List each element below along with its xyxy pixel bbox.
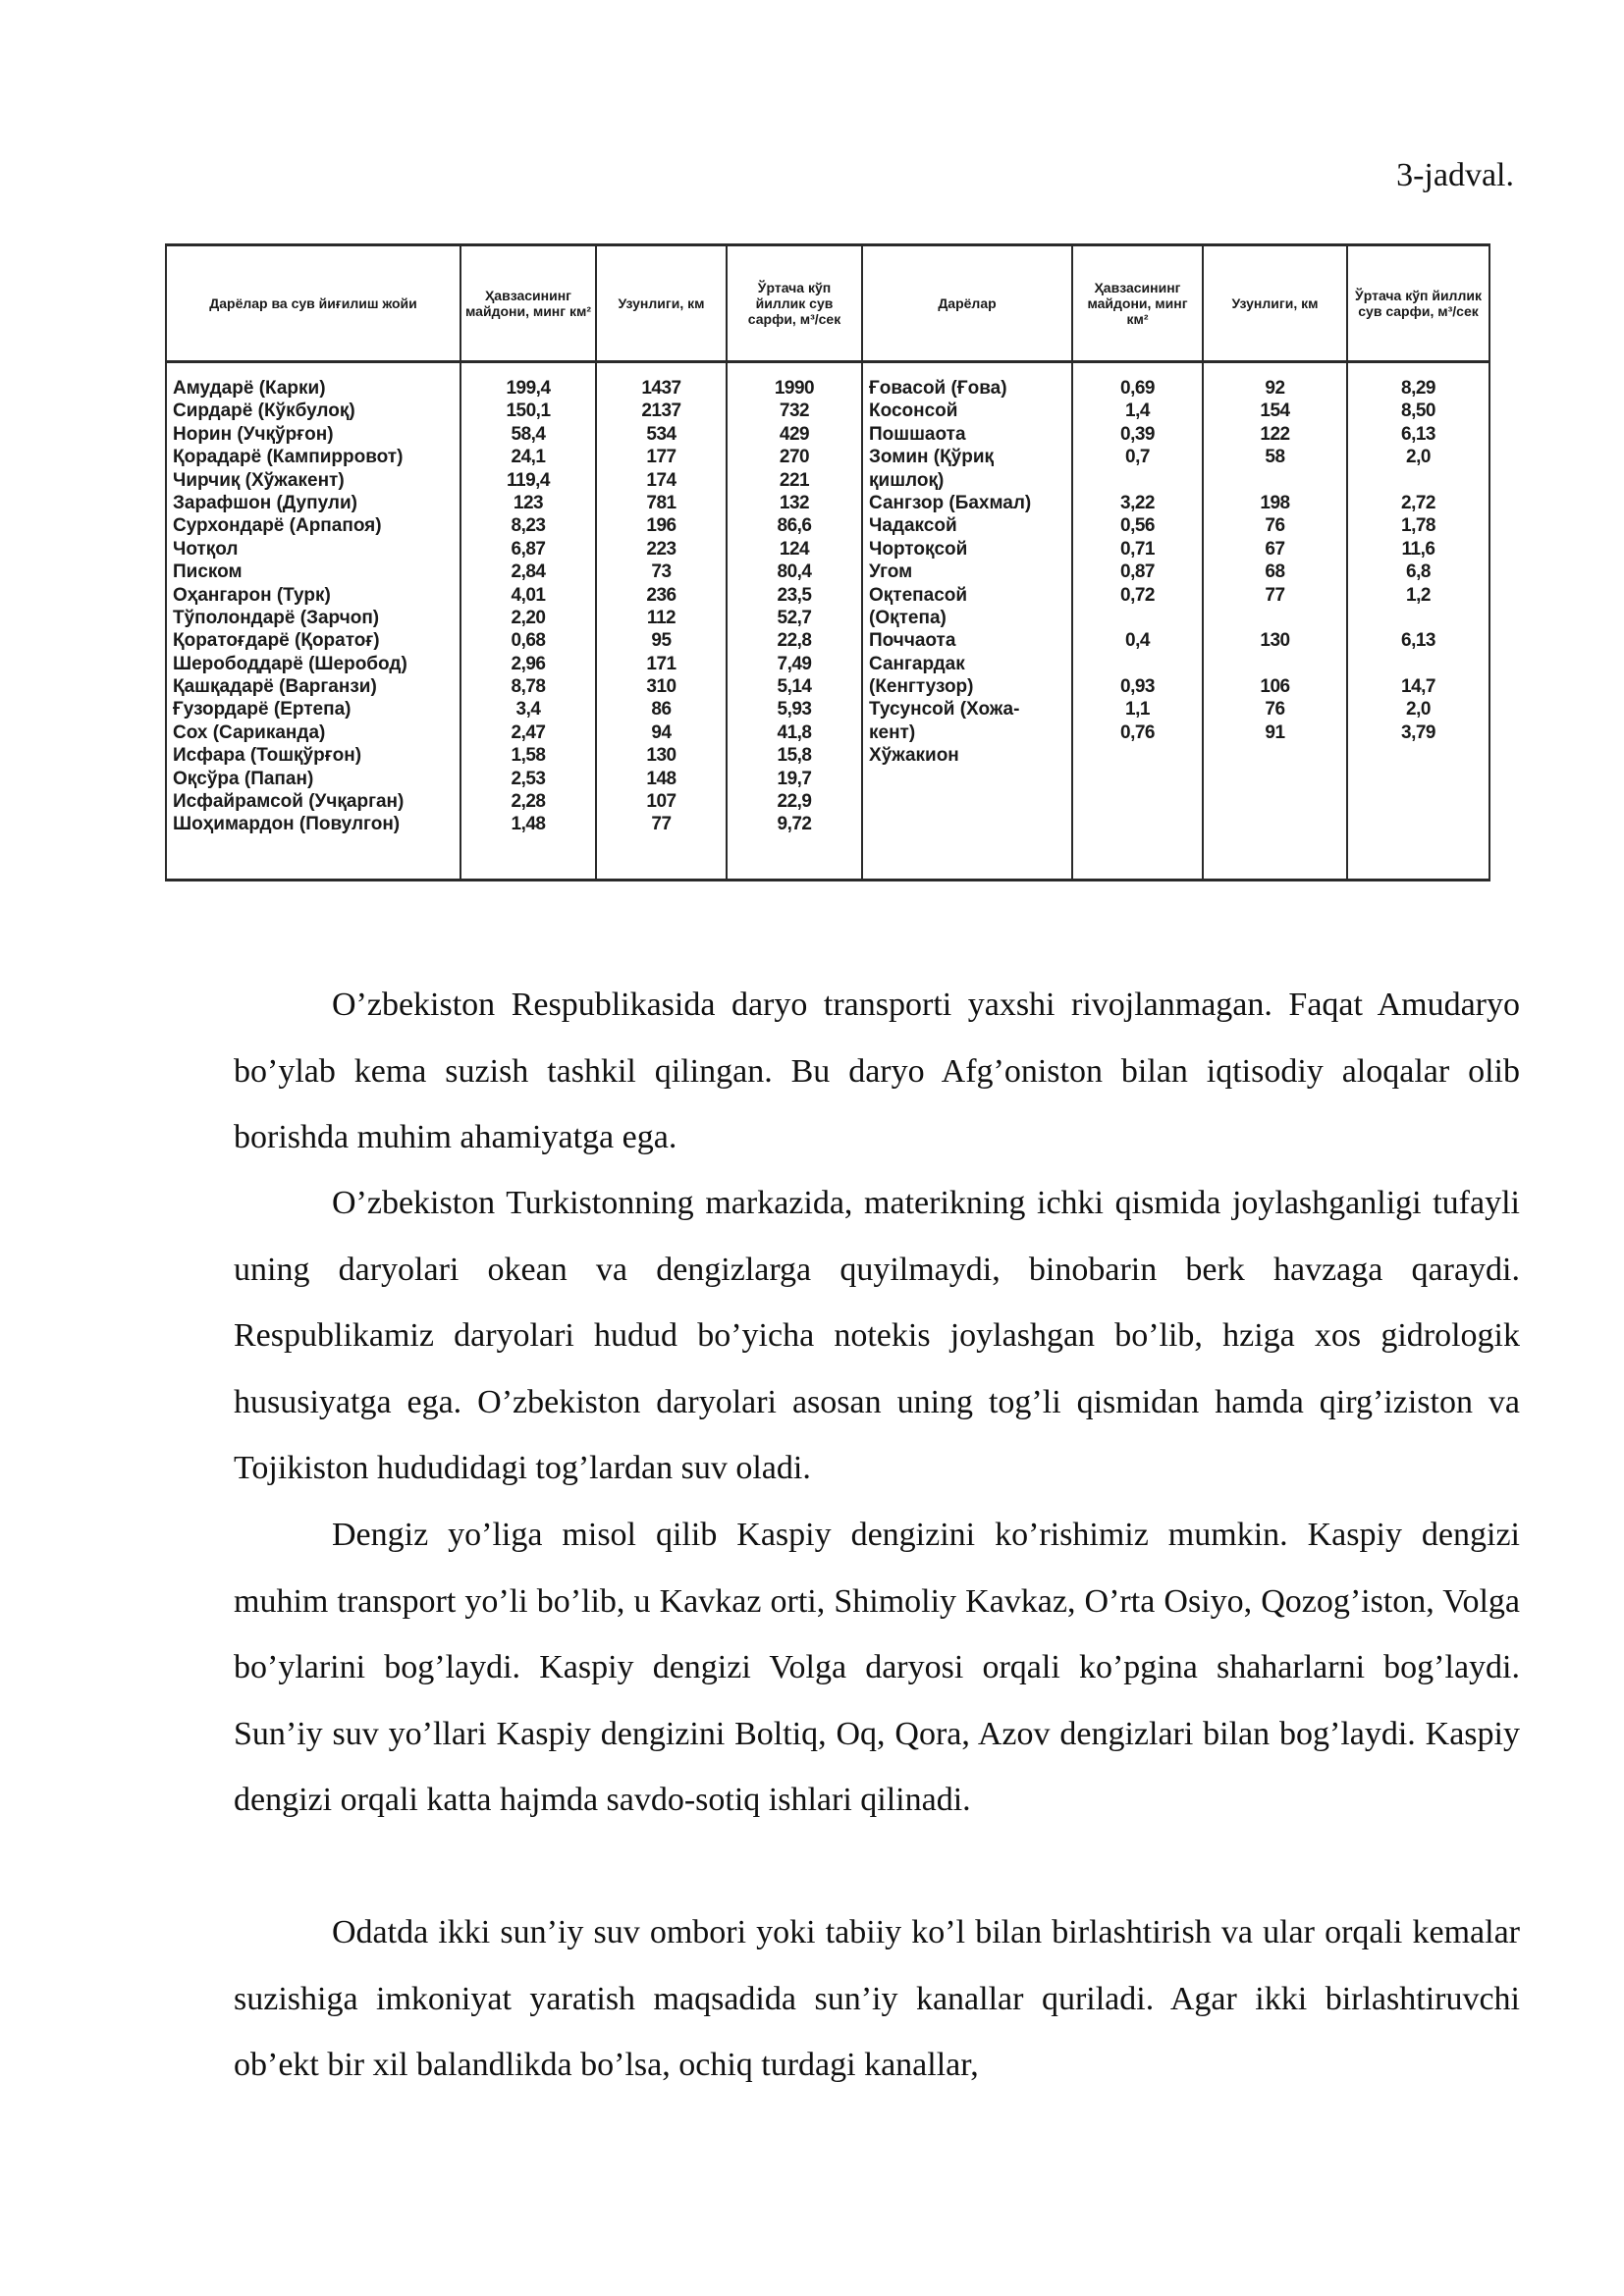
table-cell: 14,7 <box>1401 676 1435 698</box>
table-cell: 19,7 <box>777 768 812 789</box>
left-length-values <box>596 362 727 881</box>
table-cell: 22,8 <box>777 630 812 652</box>
table-cell: 1,4 <box>1125 400 1150 422</box>
table-cell: 1,1 <box>1125 699 1150 721</box>
table-cell: 236 <box>646 584 677 606</box>
table-cell: 0,93 <box>1120 676 1155 698</box>
table-cell: 171 <box>646 653 677 674</box>
table-cell: (Кенгтузор) <box>869 676 974 698</box>
table-cell: 0,68 <box>511 630 546 652</box>
header-length-right: Узунлиги, км <box>1203 245 1347 362</box>
table-cell: 5,93 <box>777 699 812 721</box>
table-cell: 68 <box>1265 561 1285 583</box>
table-cell: 80,4 <box>777 561 812 583</box>
table-cell: 86,6 <box>777 515 812 537</box>
table-cell: 0,4 <box>1125 630 1150 652</box>
table-cell: Қашқадарё (Варганзи) <box>173 676 377 698</box>
table-cell: Норин (Учқўрғон) <box>173 423 334 445</box>
table-cell: 132 <box>779 492 810 513</box>
table-cell: 22,9 <box>777 791 812 813</box>
table-cell <box>1079 653 1196 675</box>
table-cell: Чадаксой <box>869 515 957 537</box>
table-cell: 0,71 <box>1120 538 1155 560</box>
table-cell: 6,87 <box>511 538 546 560</box>
table-cell: 58 <box>1265 447 1285 468</box>
table-cell: 2,53 <box>511 768 546 789</box>
table-cell: 732 <box>779 400 810 422</box>
table-cell: Чирчиқ (Хўжакент) <box>173 469 345 491</box>
header-rivers-left: Дарёлар ва сув йиғилиш жойи <box>166 245 460 362</box>
table-cell: Сурхондарё (Арпапоя) <box>173 515 382 537</box>
table-cell: 0,76 <box>1120 721 1155 743</box>
right-river-names <box>862 362 1072 881</box>
table-cell: 77 <box>651 814 672 835</box>
table-cell: 6,8 <box>1406 561 1431 583</box>
table-cell: Поччаота <box>869 630 956 652</box>
table-cell: 3,79 <box>1401 721 1435 743</box>
table-cell: 1,48 <box>511 814 546 835</box>
table-cell: Оҳангарон (Турк) <box>173 584 331 606</box>
table-cell: 1990 <box>774 378 815 399</box>
table-cell: 8,29 <box>1401 378 1435 399</box>
table-cell: 9,72 <box>777 814 812 835</box>
table-cell: 534 <box>646 423 677 445</box>
table-cell: Исфайрамсой (Учқарган) <box>173 791 405 813</box>
table-cell: 11,6 <box>1401 538 1435 560</box>
table-cell: 310 <box>646 676 677 698</box>
table-cell <box>1354 653 1483 675</box>
table-cell <box>1079 469 1196 492</box>
table-cell: 130 <box>1260 630 1290 652</box>
table-cell: кент) <box>869 721 916 743</box>
table-cell: 2,47 <box>511 721 546 743</box>
table-cell <box>1354 744 1483 767</box>
table-cell: 5,14 <box>777 676 812 698</box>
left-river-names <box>166 362 460 881</box>
table-cell: 23,5 <box>777 584 812 606</box>
table-cell: 196 <box>646 515 677 537</box>
table-cell: 2,20 <box>511 607 546 628</box>
table-cell: 119,4 <box>507 469 550 491</box>
table-cell: Оқтепасой <box>869 584 968 606</box>
table-cell: Чортоқсой <box>869 538 968 560</box>
table-cell: 0,72 <box>1120 584 1155 606</box>
table-cell: Зомин (Қўриқ <box>869 447 995 468</box>
table-cell <box>1210 744 1340 767</box>
table-cell: 3,4 <box>515 699 541 721</box>
table-header-row <box>166 245 1489 362</box>
table-cell: 177 <box>646 447 677 468</box>
table-cell: Сох (Сариканда) <box>173 721 326 743</box>
table-cell: 0,69 <box>1120 378 1155 399</box>
table-cell: 123 <box>513 492 544 513</box>
table-cell: 1,58 <box>511 745 546 767</box>
table-cell <box>1079 744 1196 767</box>
table-cell: қишлоқ) <box>869 469 945 491</box>
table-cell <box>1354 469 1483 492</box>
table-cell: Шоҳимардон (Повулгон) <box>173 814 401 835</box>
table-cell: 91 <box>1265 721 1285 743</box>
right-length-values <box>1203 362 1347 881</box>
table-cell: 148 <box>646 768 677 789</box>
table-caption: 3-jadval. <box>1396 157 1514 193</box>
table-cell <box>1079 607 1196 629</box>
table-cell: Писком <box>173 561 243 583</box>
rivers-table <box>165 243 1490 881</box>
table-cell: 2137 <box>641 400 681 422</box>
table-cell: 15,8 <box>777 745 812 767</box>
table-cell: 67 <box>1265 538 1285 560</box>
table-cell: Тўполондарё (Зарчоп) <box>173 607 380 628</box>
paragraph-1-text: O’zbekiston Respublikasida daryo transporti yaxshi rivojlanmagan. Faqat Amudaryo bo’ylab kema suzish tashkil qilingan. Bu daryo Afg’oniston bilan iqtisodiy aloqalar olib borishda muhim ahamiyatga ega. <box>234 987 1520 1155</box>
paragraph-2 <box>234 1170 1520 1502</box>
table-cell: 7,49 <box>777 653 812 674</box>
table-cell: Хўжакион <box>869 745 959 767</box>
table-cell: Шерободдарё (Шеробод) <box>173 653 407 674</box>
table-cell: 58,4 <box>511 423 546 445</box>
header-rivers-right: Дарёлар <box>862 245 1072 362</box>
table-cell: 2,28 <box>511 791 546 813</box>
right-flow-values <box>1347 362 1489 881</box>
header-flow-right: Ўртача кўп йиллик сув сарфи, м³/сек <box>1347 245 1489 362</box>
table-cell: Сангардак <box>869 653 965 674</box>
table-cell: 2,84 <box>511 561 546 583</box>
paragraph-4 <box>234 1899 1520 2099</box>
table-cell: 174 <box>646 469 677 491</box>
table-cell: 94 <box>651 721 672 743</box>
table-body-row <box>166 362 1489 881</box>
rivers-table-scan <box>165 243 1489 881</box>
paragraph-2-text: O’zbekiston Turkistonning markazida, materikning ichki qismida joylashganligi tufayli uning daryolari okean va dengizlarga quyilmaydi, binobarin berk havzaga qaraydi. Respublikamiz daryolari hudud bo’yicha notekis joylashgan bo’lib, hziga xos gidrologik hususiyatga ega. O’zbekiston daryolari asosan uning tog’li qismidan hamda qirg’iziston va Tojikiston hududidagi tog’lardan suv oladi. <box>234 1185 1520 1486</box>
table-cell: 198 <box>1260 492 1290 513</box>
table-cell: 1,2 <box>1406 584 1431 606</box>
table-cell: 8,23 <box>511 515 546 537</box>
table-cell: 76 <box>1265 515 1285 537</box>
table-cell <box>1210 653 1340 675</box>
table-cell: Қоратоғдарё (Қоратоғ) <box>173 630 380 652</box>
table-cell: 107 <box>646 791 677 813</box>
header-flow-left: Ўртача кўп йиллик сув сарфи, м³/сек <box>727 245 862 362</box>
table-cell: 122 <box>1260 423 1290 445</box>
table-cell: 2,0 <box>1406 447 1431 468</box>
table-cell: Оқсўра (Папан) <box>173 768 314 789</box>
table-cell: 112 <box>646 607 677 628</box>
table-cell: 223 <box>646 538 677 560</box>
table-cell: Чотқол <box>173 538 239 560</box>
paragraph-1 <box>234 972 1520 1171</box>
table-cell: (Оқтепа) <box>869 607 947 628</box>
table-cell: Сирдарё (Кўкбулоқ) <box>173 400 355 422</box>
table-cell: 3,22 <box>1120 492 1155 513</box>
table-cell: Угом <box>869 561 913 583</box>
table-cell: 0,7 <box>1125 447 1150 468</box>
table-cell: 130 <box>646 745 677 767</box>
table-cell: 154 <box>1260 400 1290 422</box>
table-cell: 52,7 <box>777 607 812 628</box>
table-cell: Амударё (Карки) <box>173 378 326 399</box>
header-area-left: Ҳавзасининг майдони, минг км² <box>460 245 596 362</box>
table-cell: 2,0 <box>1406 699 1431 721</box>
table-cell: 76 <box>1265 699 1285 721</box>
table-cell: 0,39 <box>1120 423 1155 445</box>
left-flow-values <box>727 362 862 881</box>
table-cell: 24,1 <box>511 447 546 468</box>
table-cell: 1,78 <box>1401 515 1435 537</box>
left-area-values <box>460 362 596 881</box>
table-cell: Ғузордарё (Ертепа) <box>173 699 352 721</box>
table-cell: Қорадарё (Кампирровот) <box>173 447 404 468</box>
table-cell: Косонсой <box>869 400 958 422</box>
table-cell: 0,87 <box>1120 561 1155 583</box>
table-cell: Сангзор (Бахмал) <box>869 492 1032 513</box>
table-cell: 8,78 <box>511 676 546 698</box>
table-cell: 95 <box>651 630 672 652</box>
table-cell: Ғовасой (Ғова) <box>869 378 1007 399</box>
table-cell: 86 <box>651 699 672 721</box>
table-cell: 781 <box>646 492 677 513</box>
table-cell: 2,96 <box>511 653 546 674</box>
table-cell: 106 <box>1260 676 1290 698</box>
table-cell: Исфара (Тошқўрғон) <box>173 745 362 767</box>
table-cell: 8,50 <box>1401 400 1435 422</box>
table-cell: 41,8 <box>777 721 812 743</box>
paragraph-3-text: Dengiz yo’liga misol qilib Kaspiy dengizini ko’rishimiz mumkin. Kaspiy dengizi muhim transport yo’li bo’lib, u Kavkaz orti, Shimoliy Kavkaz, O’rta Osiyo, Qozog’iston, Volga bo’ylarini bog’laydi. Kaspiy dengizi Volga daryosi orqali ko’pgina shaharlarni bog’laydi. Sun’iy suv yo’llari Kaspiy dengizini Boltiq, Oq, Qora, Azov dengizlari bilan bog’laydi. Kaspiy dengizi orqali katta hajmda savdo-sotiq ishlari qilinadi. <box>234 1517 1520 1818</box>
table-cell: 221 <box>779 469 810 491</box>
table-cell: 0,56 <box>1120 515 1155 537</box>
table-cell <box>1210 469 1340 492</box>
table-cell: 2,72 <box>1401 492 1435 513</box>
table-cell: Зарафшон (Дупули) <box>173 492 357 513</box>
header-length-left: Узунлиги, км <box>596 245 727 362</box>
table-cell: 4,01 <box>511 584 546 606</box>
table-cell: 199,4 <box>506 378 551 399</box>
table-cell: 6,13 <box>1401 423 1435 445</box>
table-cell: 429 <box>779 423 810 445</box>
table-cell: 124 <box>779 538 810 560</box>
table-cell: 92 <box>1265 378 1285 399</box>
table-cell <box>1210 607 1340 629</box>
table-cell: 6,13 <box>1401 630 1435 652</box>
table-cell: Пошшаота <box>869 423 966 445</box>
table-cell: 73 <box>651 561 672 583</box>
header-area-right: Ҳавзасининг майдони, минг км² <box>1072 245 1203 362</box>
table-cell: 150,1 <box>506 400 551 422</box>
table-cell: 1437 <box>641 378 681 399</box>
table-cell: Тусунсой (Хожа- <box>869 699 1020 721</box>
paragraph-3 <box>234 1502 1520 1834</box>
table-cell: 77 <box>1265 584 1285 606</box>
table-cell: 270 <box>779 447 810 468</box>
paragraph-4-text: Odatda ikki sun’iy suv ombori yoki tabiiy ko’l bilan birlashtirish va ular orqali kemalar suzishiga imkoniyat yaratish maqsadida sun’iy kanallar quriladi. Agar ikki birlashtiruvchi ob’ekt bir xil balandlikda bo’lsa, ochiq turdagi kanallar, <box>234 1914 1520 2083</box>
table-cell <box>1354 607 1483 629</box>
right-area-values <box>1072 362 1203 881</box>
